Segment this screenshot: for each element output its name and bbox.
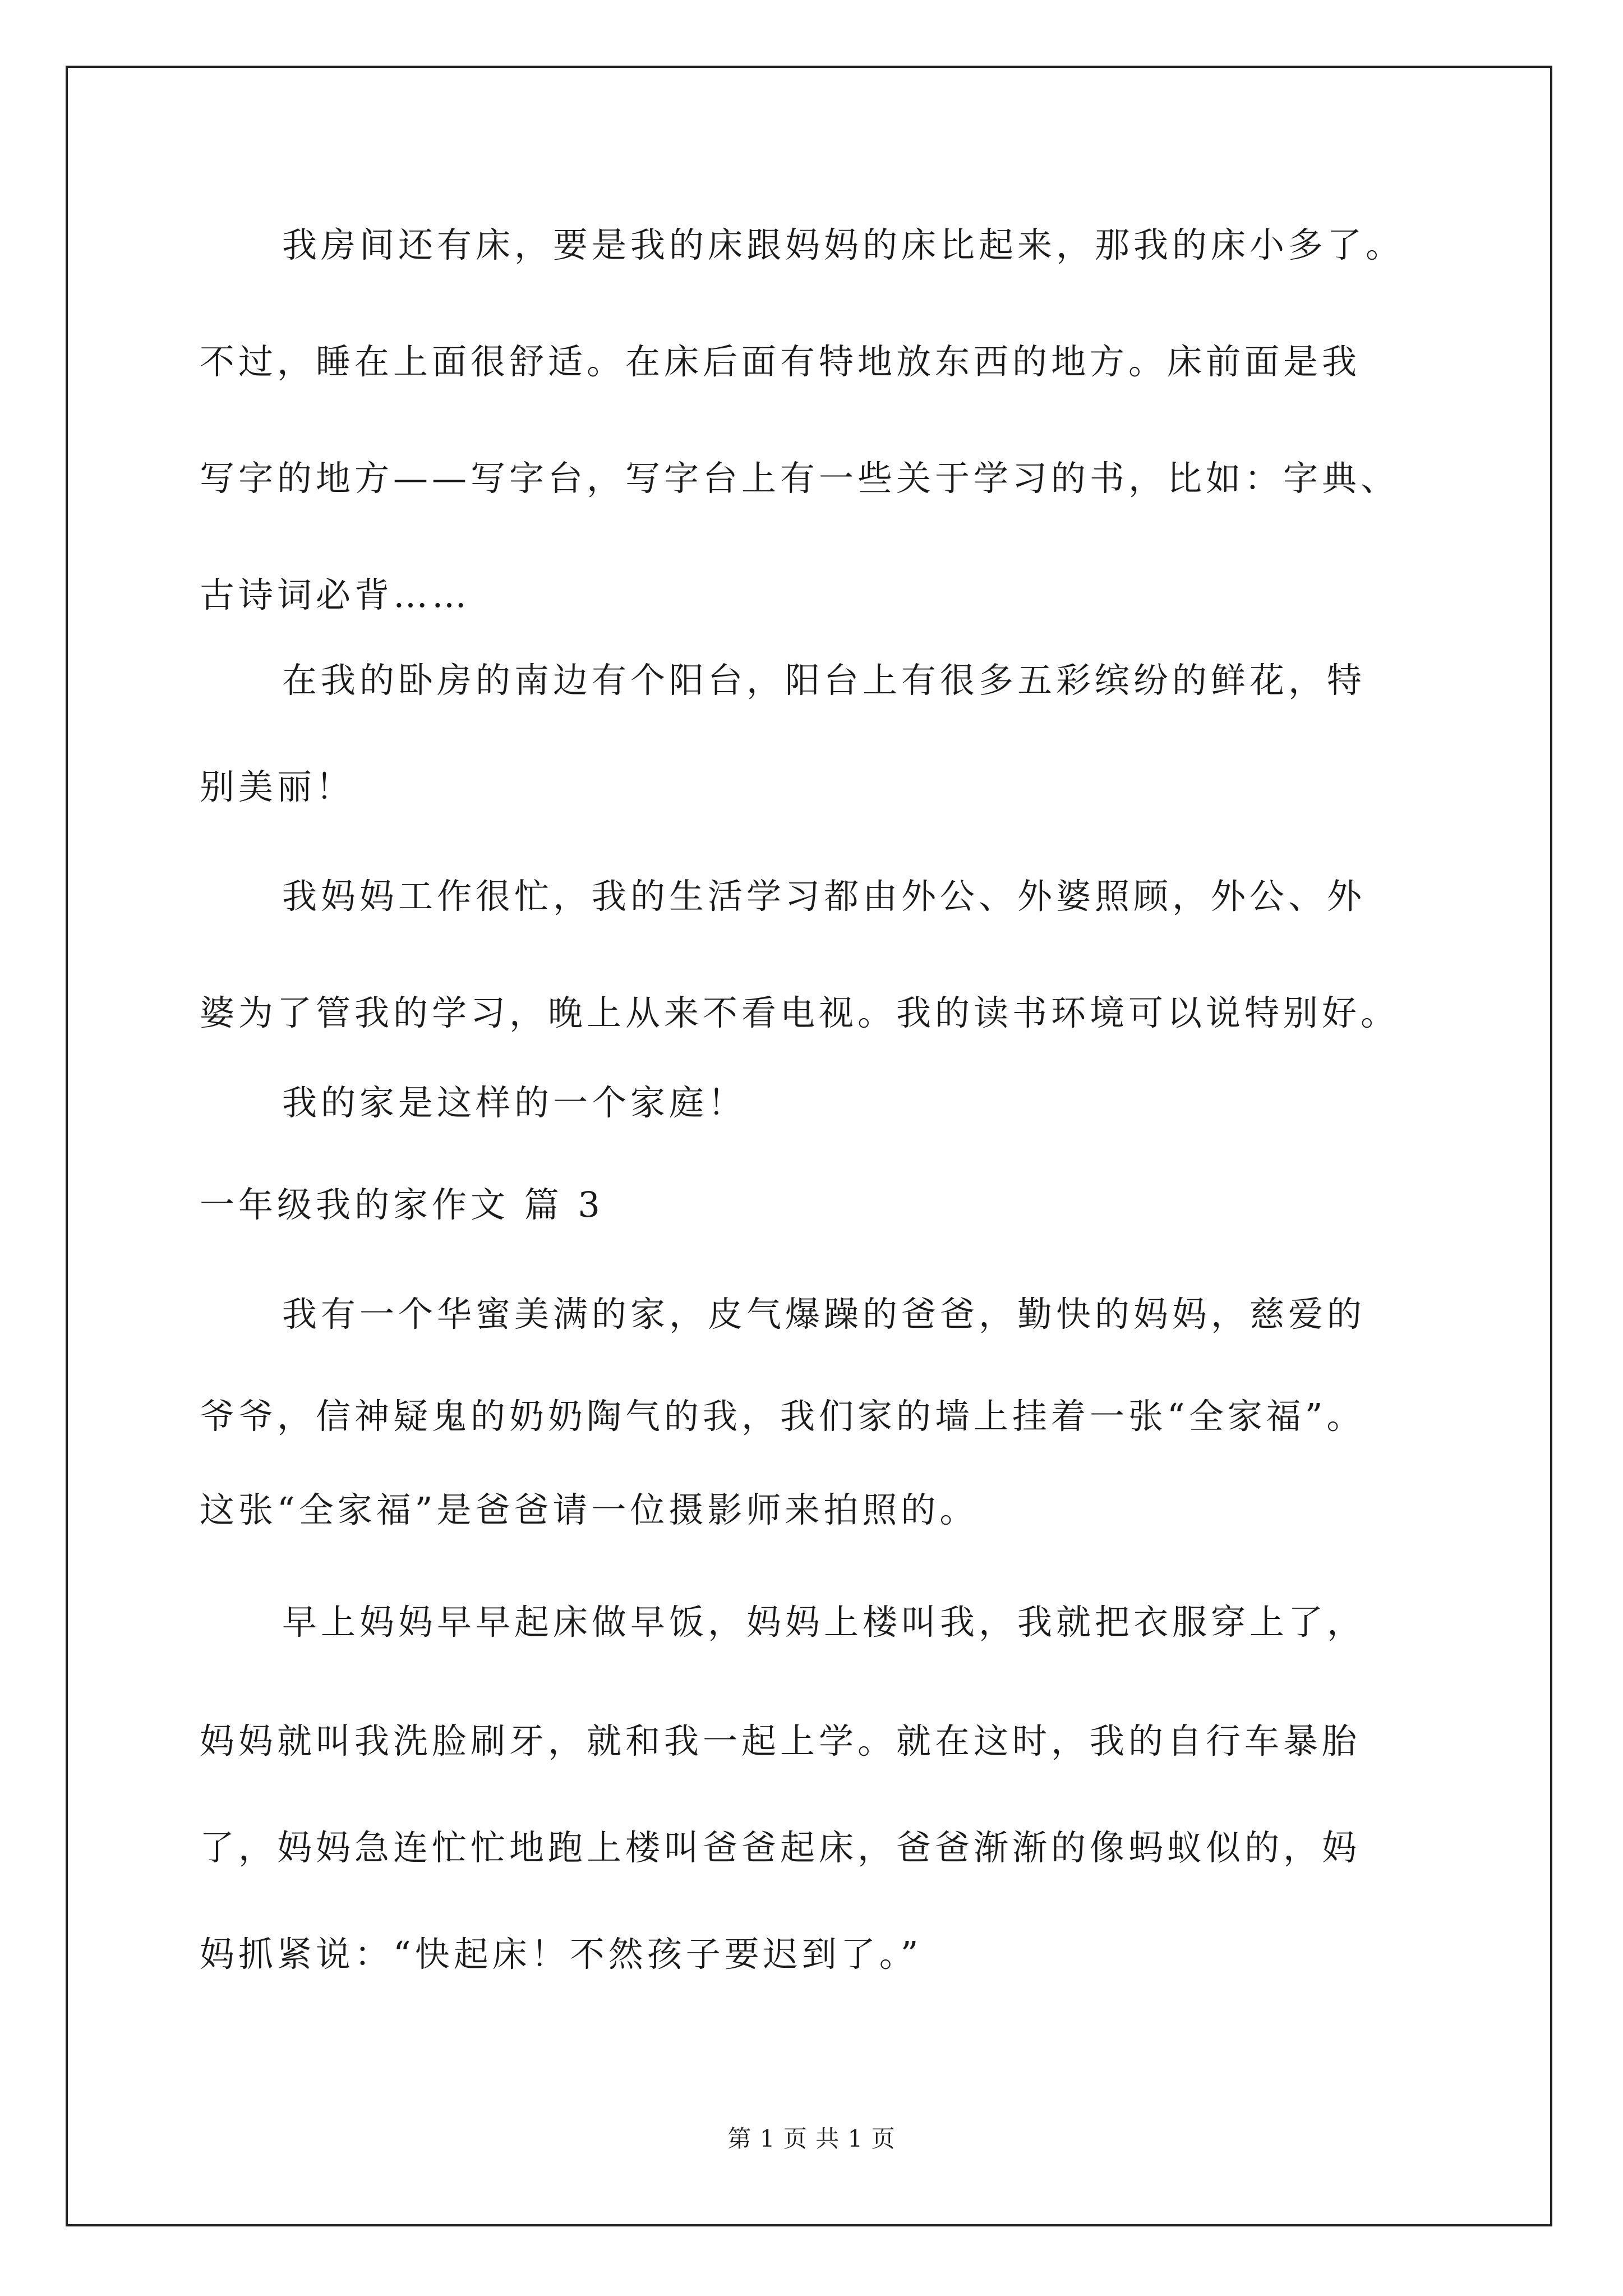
paragraph-line: 这张“全家福”是爸爸请一位摄影师来拍照的。 (200, 1489, 979, 1530)
page-footer: 第 1 页 共 1 页 (727, 2125, 896, 2152)
paragraph-line: 不过，睡在上面很舒适。在床后面有特地放东西的地方。床前面是我 (200, 341, 1361, 382)
paragraph-line: 在我的卧房的南边有个阳台，阳台上有很多五彩缤纷的鲜花，特 (282, 660, 1366, 701)
paragraph-line: 古诗词必背…… (200, 574, 471, 615)
paragraph-line: 妈妈就叫我洗脸刷牙，就和我一起上学。就在这时，我的自行车暴胎 (200, 1720, 1361, 1761)
paragraph-line: 妈抓紧说：“快起床！不然孩子要迟到了。” (200, 1934, 923, 1975)
paragraph-line: 婆为了管我的学习，晚上从来不看电视。我的读书环境可以说特别好。 (200, 992, 1400, 1033)
paragraph-line: 别美丽！ (200, 766, 355, 807)
page-border (66, 66, 1552, 2226)
paragraph-line: 写字的地方——写字台，写字台上有一些关于学习的书，比如：字典、 (200, 458, 1400, 499)
paragraph-line: 早上妈妈早早起床做早饭，妈妈上楼叫我，我就把衣服穿上了， (282, 1602, 1366, 1642)
paragraph-line: 我有一个华蜜美满的家，皮气爆躁的爸爸，勤快的妈妈，慈爱的 (282, 1294, 1366, 1335)
paragraph-line: 了，妈妈急连忙忙地跑上楼叫爸爸起床，爸爸渐渐的像蚂蚁似的，妈 (200, 1827, 1361, 1868)
paragraph-line: 爷爷，信神疑鬼的奶奶陶气的我，我们家的墙上挂着一张“全家福”。 (200, 1396, 1366, 1437)
paragraph-line: 我的家是这样的一个家庭！ (282, 1082, 747, 1123)
paragraph-line: 我妈妈工作很忙，我的生活学习都由外公、外婆照顾，外公、外 (282, 876, 1366, 917)
section-heading: 一年级我的家作文 篇 3 (200, 1184, 604, 1225)
paragraph-line: 我房间还有床，要是我的床跟妈妈的床比起来，那我的床小多了。 (282, 224, 1405, 265)
